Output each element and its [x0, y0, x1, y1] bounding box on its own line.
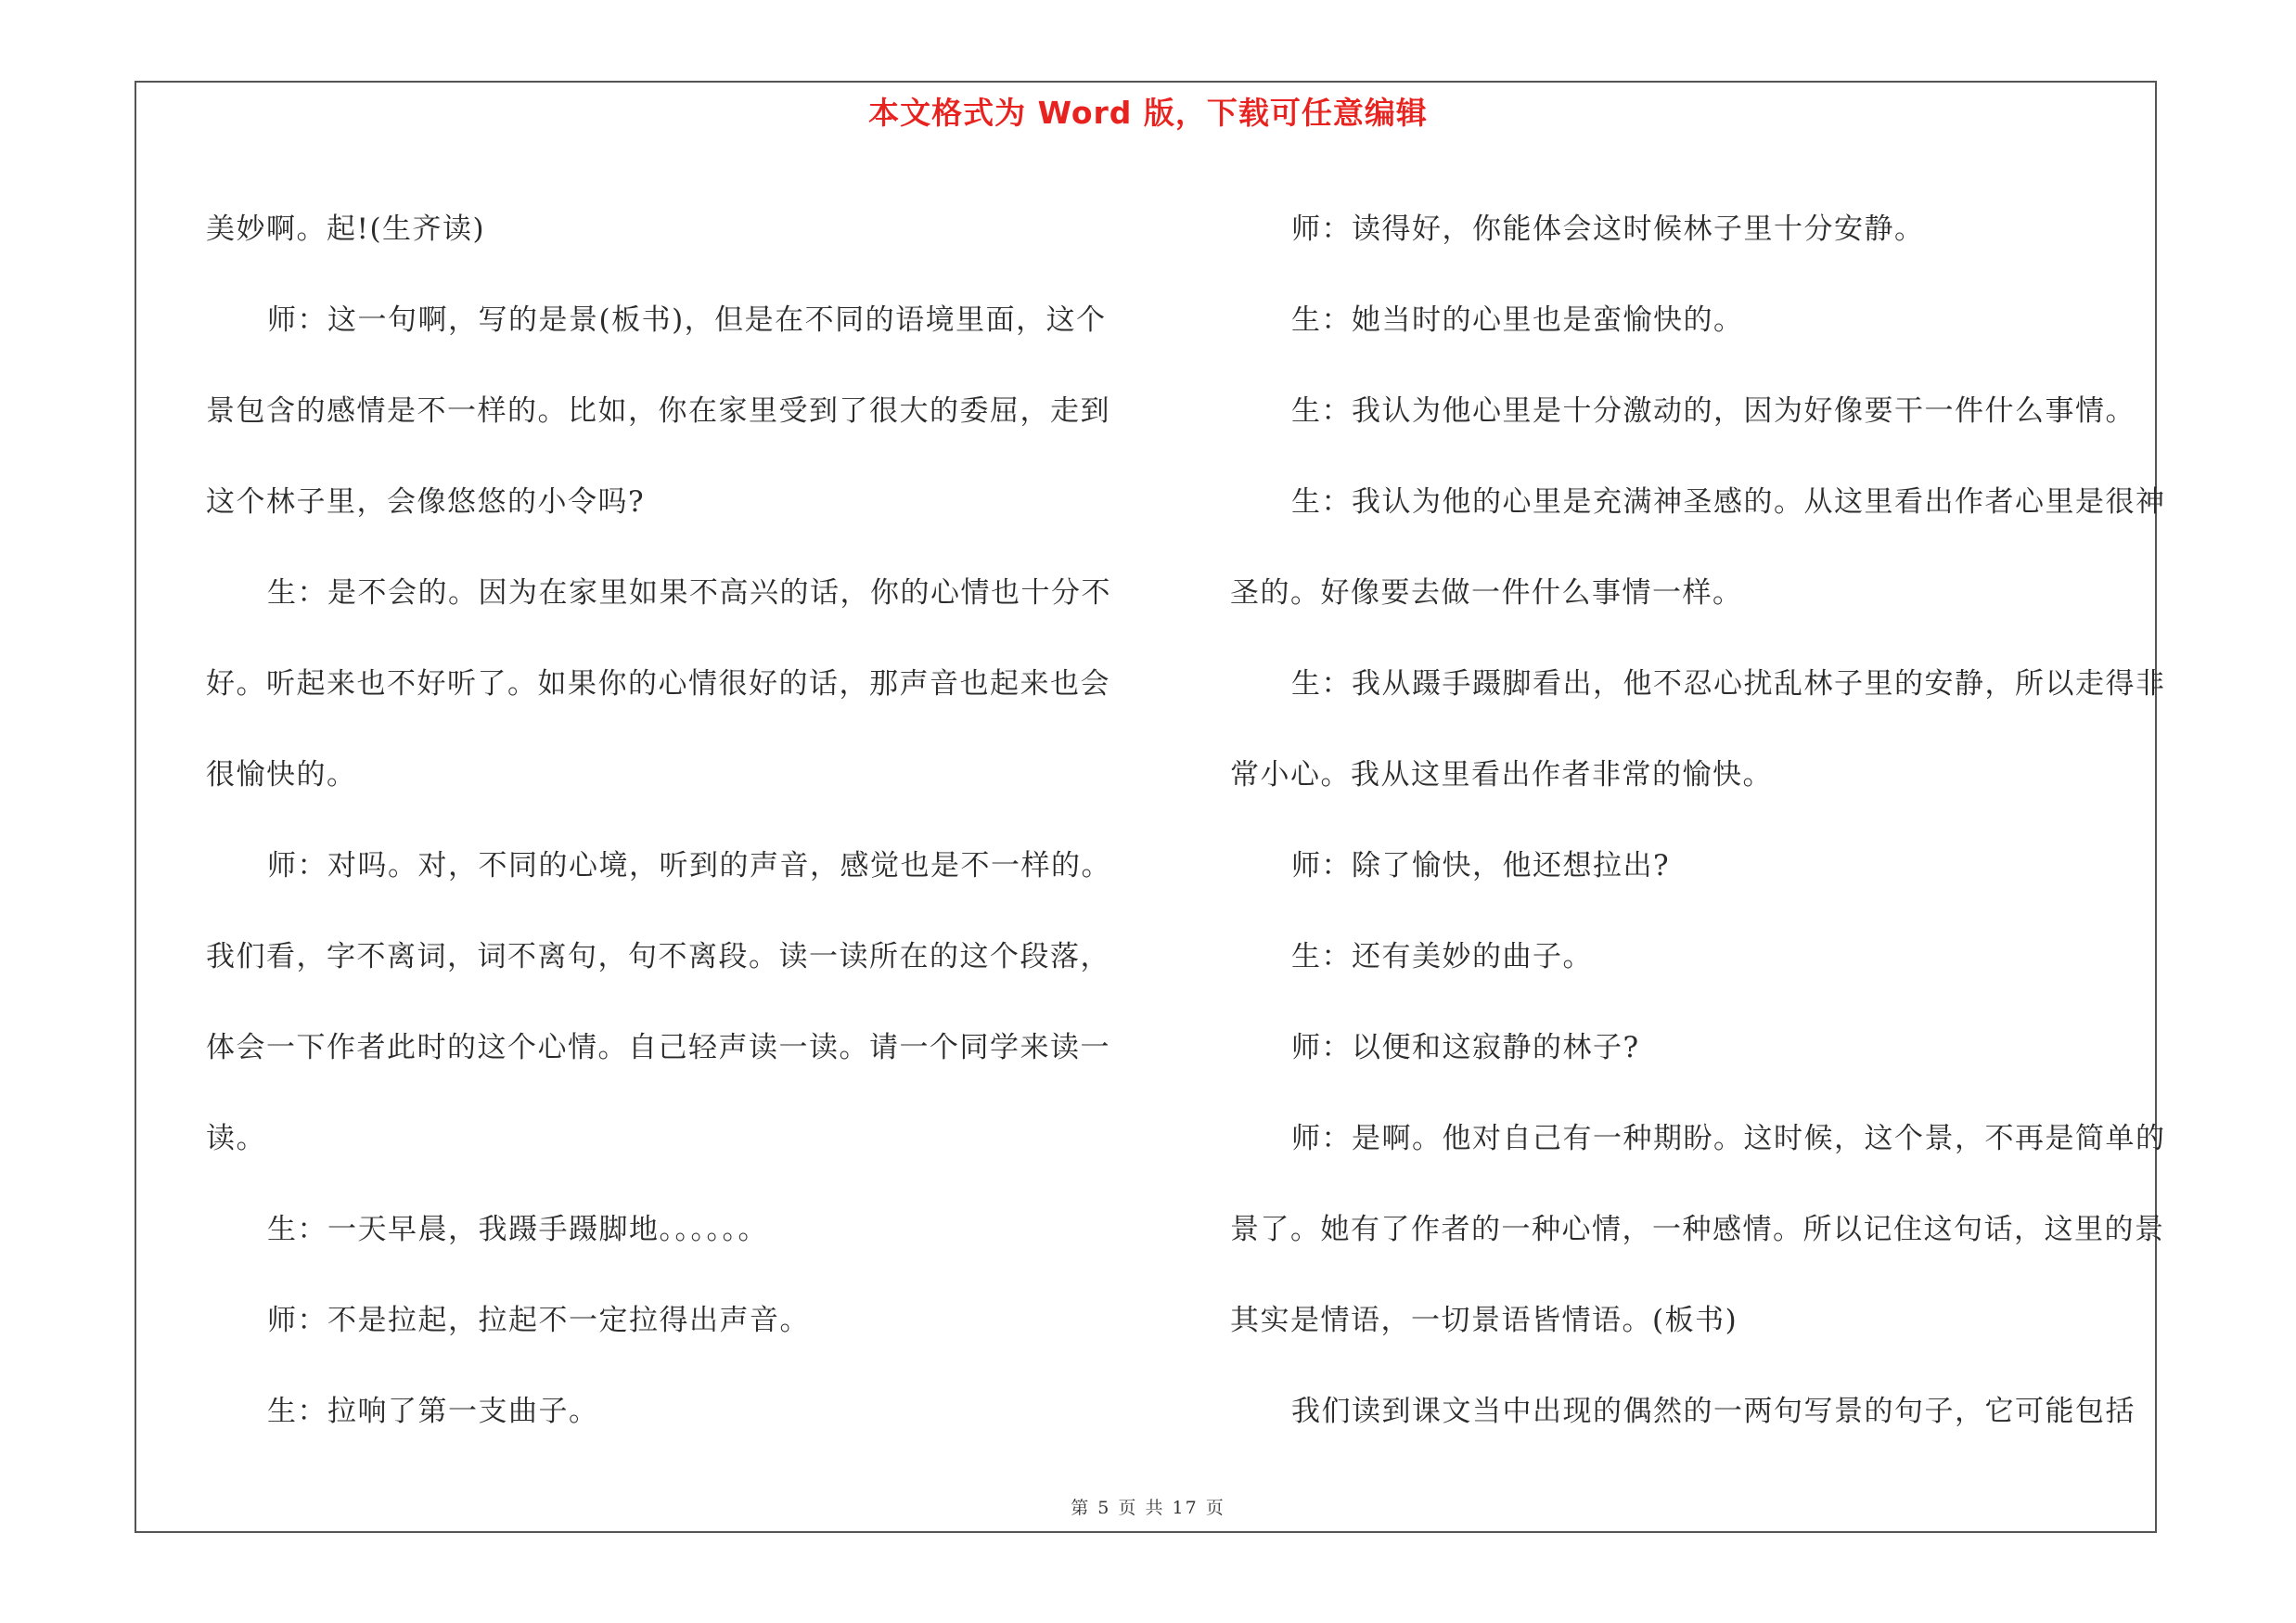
paragraph: 美妙啊。起!(生齐读) — [206, 213, 486, 246]
paragraph: 师：这一句啊，写的是景(板书)，但是在不同的语境里面，这个景包含的感情是不一样的。比如，你在家里受到了很大的委屈，走到这个林子里，会像悠悠的小令吗? — [206, 303, 1110, 519]
page-number-footer: 第 5 页 共 17 页 — [1071, 1498, 1225, 1518]
word-format-banner: 本文格式为 Word 版，下载可任意编辑 — [868, 95, 1428, 131]
paragraph: 生：我认为他心里是十分激动的，因为好像要干一件什么事情。 — [1291, 394, 2136, 428]
paragraph: 我们读到课文当中出现的偶然的一两句写景的句子，它可能包括 — [1291, 1395, 2136, 1428]
paragraph: 师：不是拉起，拉起不一定拉得出声音。 — [267, 1304, 810, 1337]
paragraph: 生：我从蹑手蹑脚看出，他不忍心扰乱林子里的安静，所以走得非常小心。我从这里看出作者非常的愉快。 — [1230, 667, 2166, 792]
paragraph: 师：除了愉快，他还想拉出? — [1291, 849, 1671, 882]
right-text-column — [1230, 184, 2167, 1457]
paragraph: 生：还有美妙的曲子。 — [1291, 940, 1593, 973]
paragraph: 生：我认为他的心里是充满神圣感的。从这里看出作者心里是很神圣的。好像要去做一件什么事情一样。 — [1230, 485, 2166, 610]
paragraph: 生：是不会的。因为在家里如果不高兴的话，你的心情也十分不好。听起来也不好听了。如果你的心情很好的话，那声音也起来也会很愉快的。 — [206, 576, 1111, 792]
left-text-column — [206, 184, 1134, 1457]
paragraph: 生：一天早晨，我蹑手蹑脚地。。。。。。 — [267, 1213, 768, 1246]
paragraph: 师：以便和这寂静的林子? — [1291, 1031, 1640, 1064]
paragraph: 师：是啊。他对自己有一种期盼。这时候，这个景，不再是简单的景了。她有了作者的一种心情，一种感情。所以记住这句话，这里的景其实是情语，一切景语皆情语。(板书) — [1230, 1122, 2166, 1337]
paragraph: 生：拉响了第一支曲子。 — [267, 1395, 599, 1428]
paragraph: 师：对吗。对，不同的心境，听到的声音，感觉也是不一样的。我们看，字不离词，词不离句，句不离段。读一读所在的这个段落，体会一下作者此时的这个心情。自己轻声读一读。请一个同学来读一读。 — [206, 849, 1111, 1155]
paragraph: 生：她当时的心里也是蛮愉快的。 — [1291, 303, 1744, 337]
paragraph: 师：读得好，你能体会这时候林子里十分安静。 — [1291, 213, 1925, 246]
